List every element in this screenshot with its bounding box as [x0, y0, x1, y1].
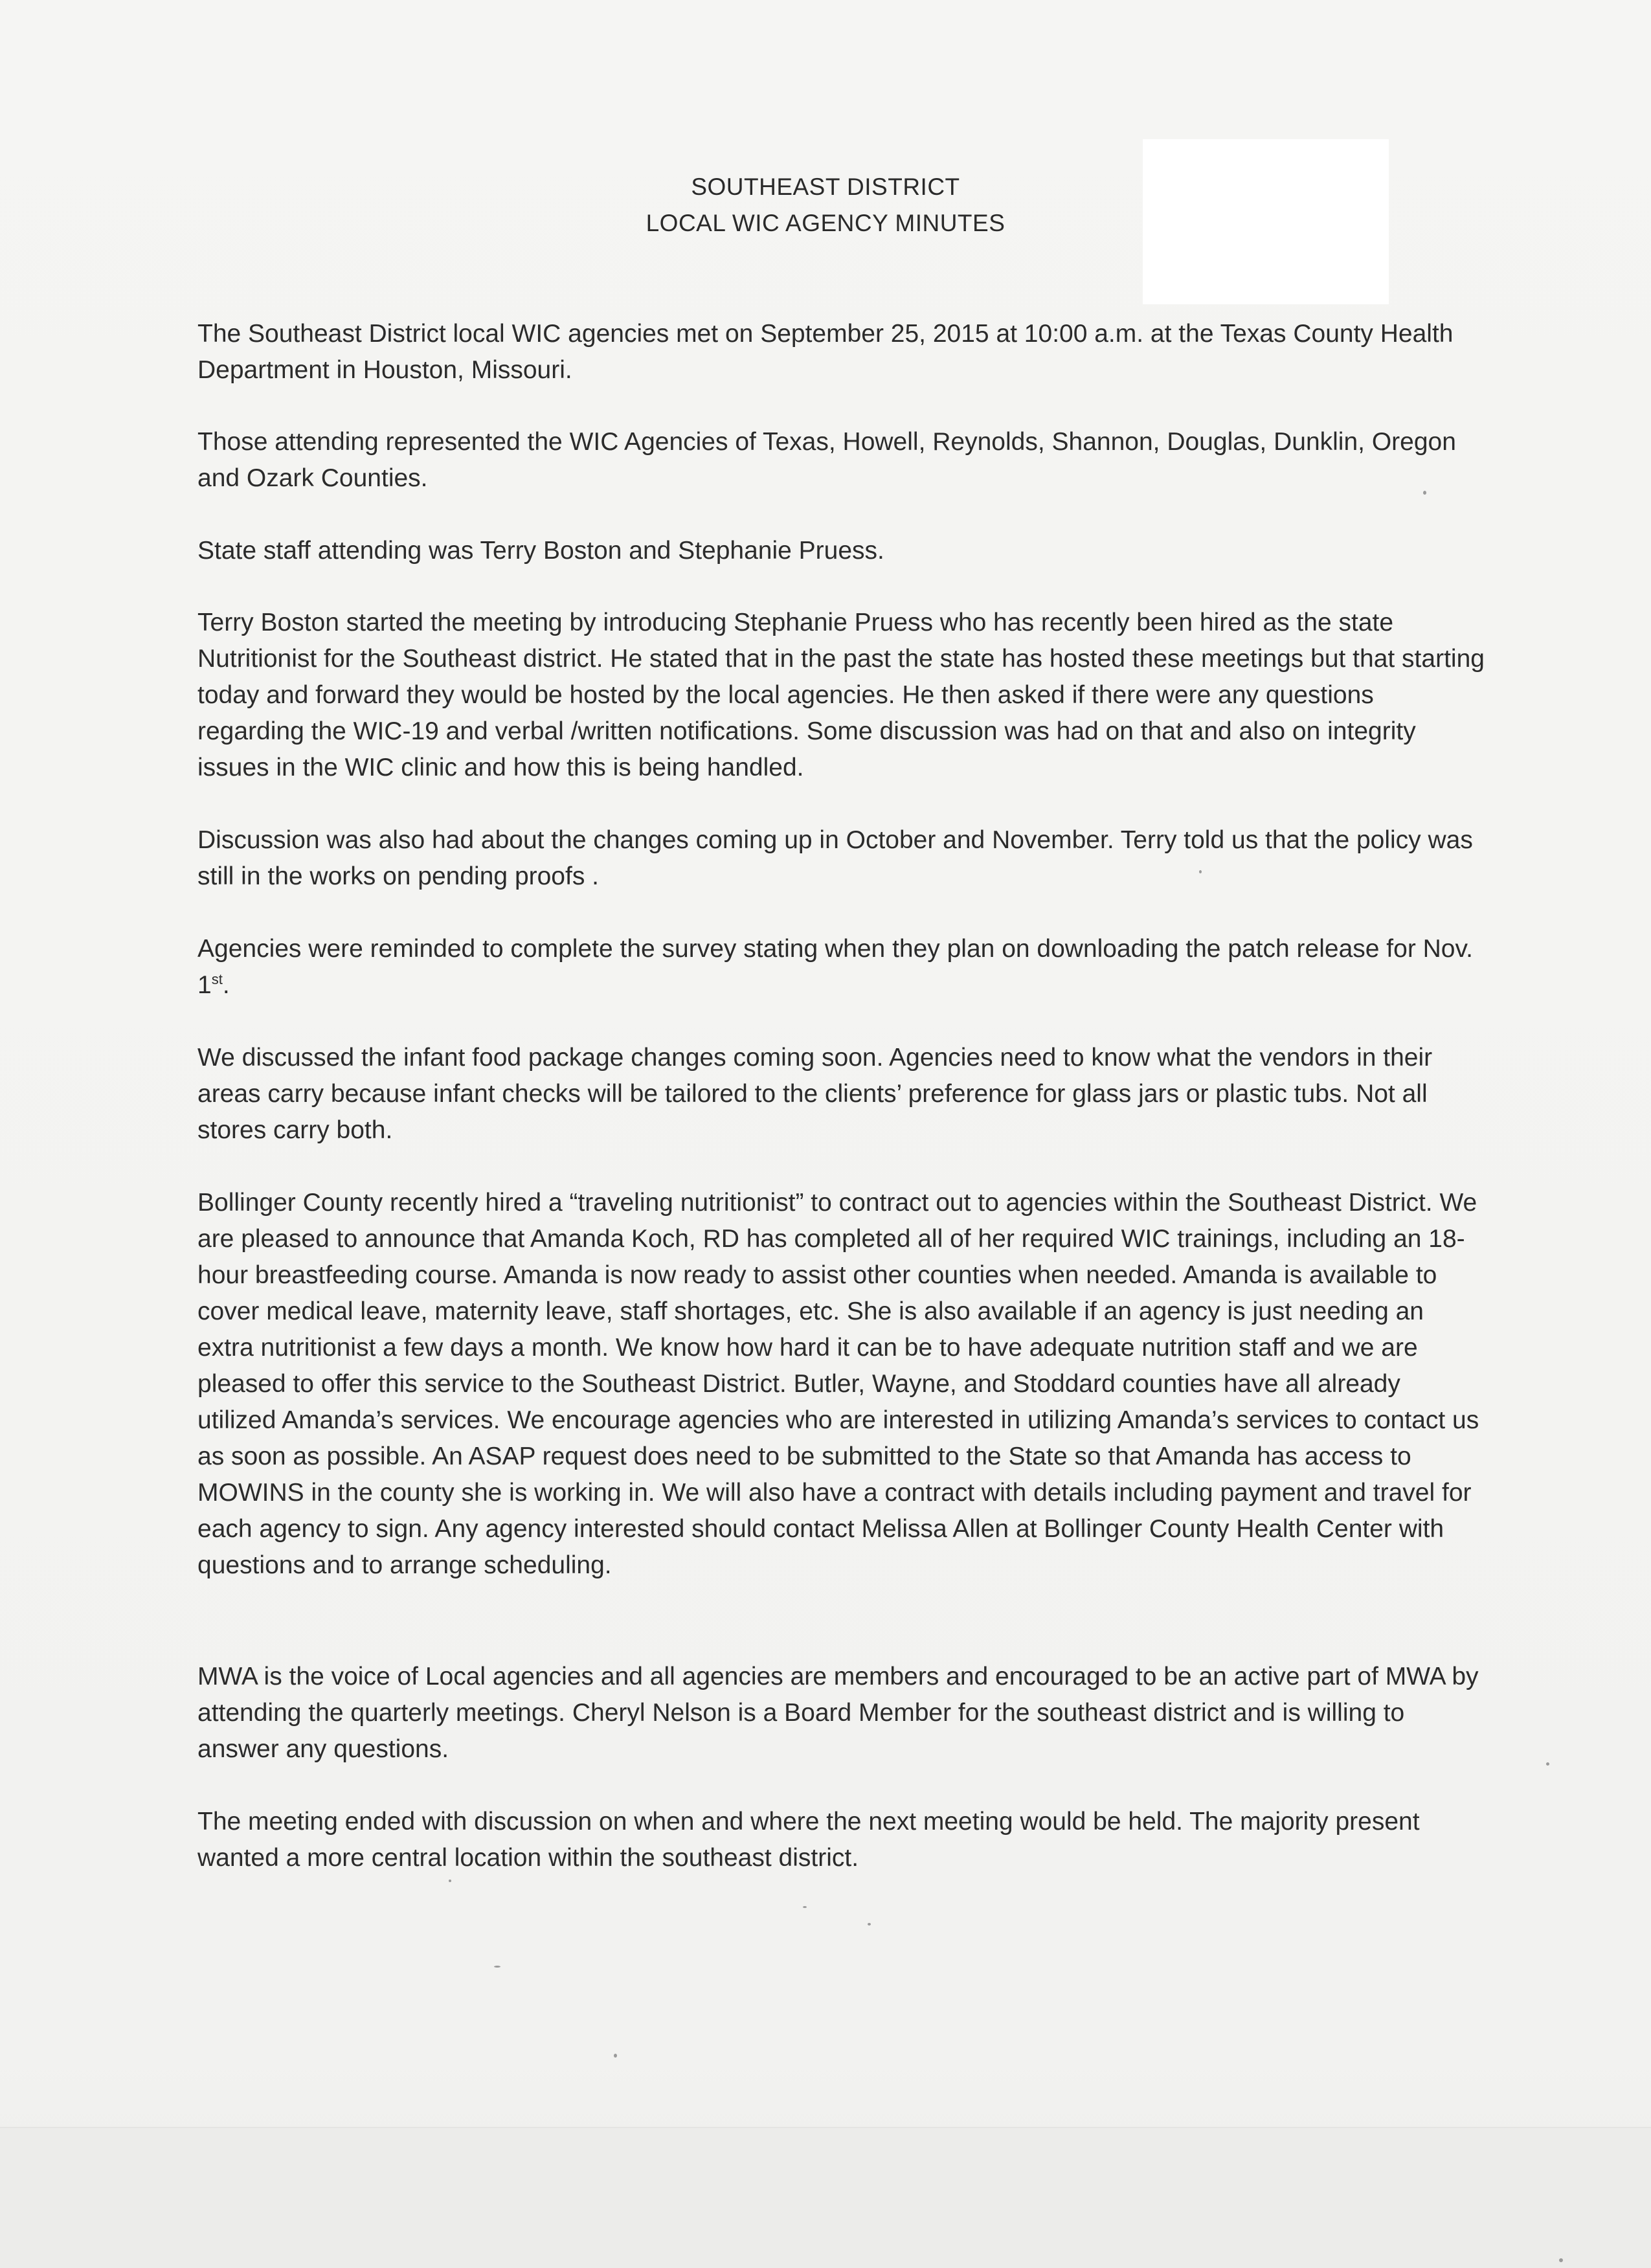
scan-speck — [868, 1923, 871, 1926]
document-title-line2: LOCAL WIC AGENCY MINUTES — [646, 210, 1005, 236]
scan-speck — [1546, 1762, 1549, 1766]
paragraph-traveling-nutritionist: Bollinger County recently hired a “traveling nutritionist” to contract out to agencies within the Southeast District. We are pleased to announce that Amanda Koch, RD has completed all of her required WIC trainings, including an 18-hour breastfeeding course. Amanda is now ready to assist other counties when needed. Amanda is available to cover medical leave, maternity leave, staff shortages, etc. She is also available if an agency is just needing an extra nutritionist a few days a month. We know how hard it can be to have adequate nutrition staff and we are pleased to offer this service to the Southeast District. Butler, Wayne, and Stoddard counties have all already utilized Amanda’s services. We encourage agencies who are interested in utilizing Amanda’s services to contact us as soon as possible. An ASAP request does need to be submitted to the State so that Amanda has access to MOWINS in the county she is working in. We will also have a contract with details including payment and travel for each agency to sign. Any agency interested should contact Melissa Allen at Bollinger County Health Center with questions and to arrange scheduling. — [197, 1189, 1479, 1579]
paragraph-attendees: Those attending represented the WIC Agencies of Texas, Howell, Reynolds, Shannon, Douglas, Dunklin, Oregon and Ozark Counties. — [197, 428, 1456, 492]
paragraph-infant-food: We discussed the infant food package changes coming soon. Agencies need to know what the vendors in their areas carry because infant checks will be tailored to the clients’ preference for glass jars or plastic tubs. Not all stores carry both. — [197, 1044, 1433, 1144]
ordinal-suffix: st — [211, 971, 223, 987]
paragraph-introduction: Terry Boston started the meeting by introducing Stephanie Pruess who has recently been hired as the state Nutritionist for the Southeast district. He stated that in the past the state has hosted these meetings but that starting today and forward they would be hosted by the local agencies. He then asked if there were any questions regarding the WIC-19 and verbal /written notifications. Some discussion was had on that and also on integrity issues in the WIC clinic and how this is being handled. — [197, 609, 1485, 781]
survey-period: . — [222, 971, 230, 999]
paragraph-closing: The meeting ended with discussion on when and where the next meeting would be held. The majority present wanted a more central location within the southeast district. — [197, 1808, 1420, 1872]
survey-text: Agencies were reminded to complete the survey stating when they plan on downloading the patch release for Nov. 1 — [197, 935, 1473, 999]
scan-speck — [614, 2054, 617, 2058]
paragraph-meeting-info: The Southeast District local WIC agencies met on September 25, 2015 at 10:00 a.m. at the Texas County Health Department in Houston, Missouri. — [197, 320, 1454, 384]
scan-speck — [449, 1880, 451, 1882]
scan-speck — [803, 1906, 807, 1908]
paragraph-upcoming-changes: Discussion was also had about the changes coming up in October and November. Terry told us that the policy was still in the works on pending proofs . — [197, 826, 1473, 890]
paragraph-survey-reminder — [197, 931, 1486, 1004]
paragraph-state-staff: State staff attending was Terry Boston and Stephanie Pruess. — [197, 537, 884, 565]
scan-speck — [1559, 2258, 1563, 2262]
scan-speck — [494, 1966, 500, 1968]
scan-speck — [1199, 870, 1202, 873]
scan-speck — [1423, 491, 1426, 495]
paragraph-mwa: MWA is the voice of Local agencies and all agencies are members and encouraged to be an active part of MWA by attending the quarterly meetings. Cheryl Nelson is a Board Member for the southeast district and is willing to answer any questions. — [197, 1663, 1479, 1763]
document-title-line1: SOUTHEAST DISTRICT — [691, 174, 960, 200]
scan-bottom-band — [0, 2127, 1651, 2268]
